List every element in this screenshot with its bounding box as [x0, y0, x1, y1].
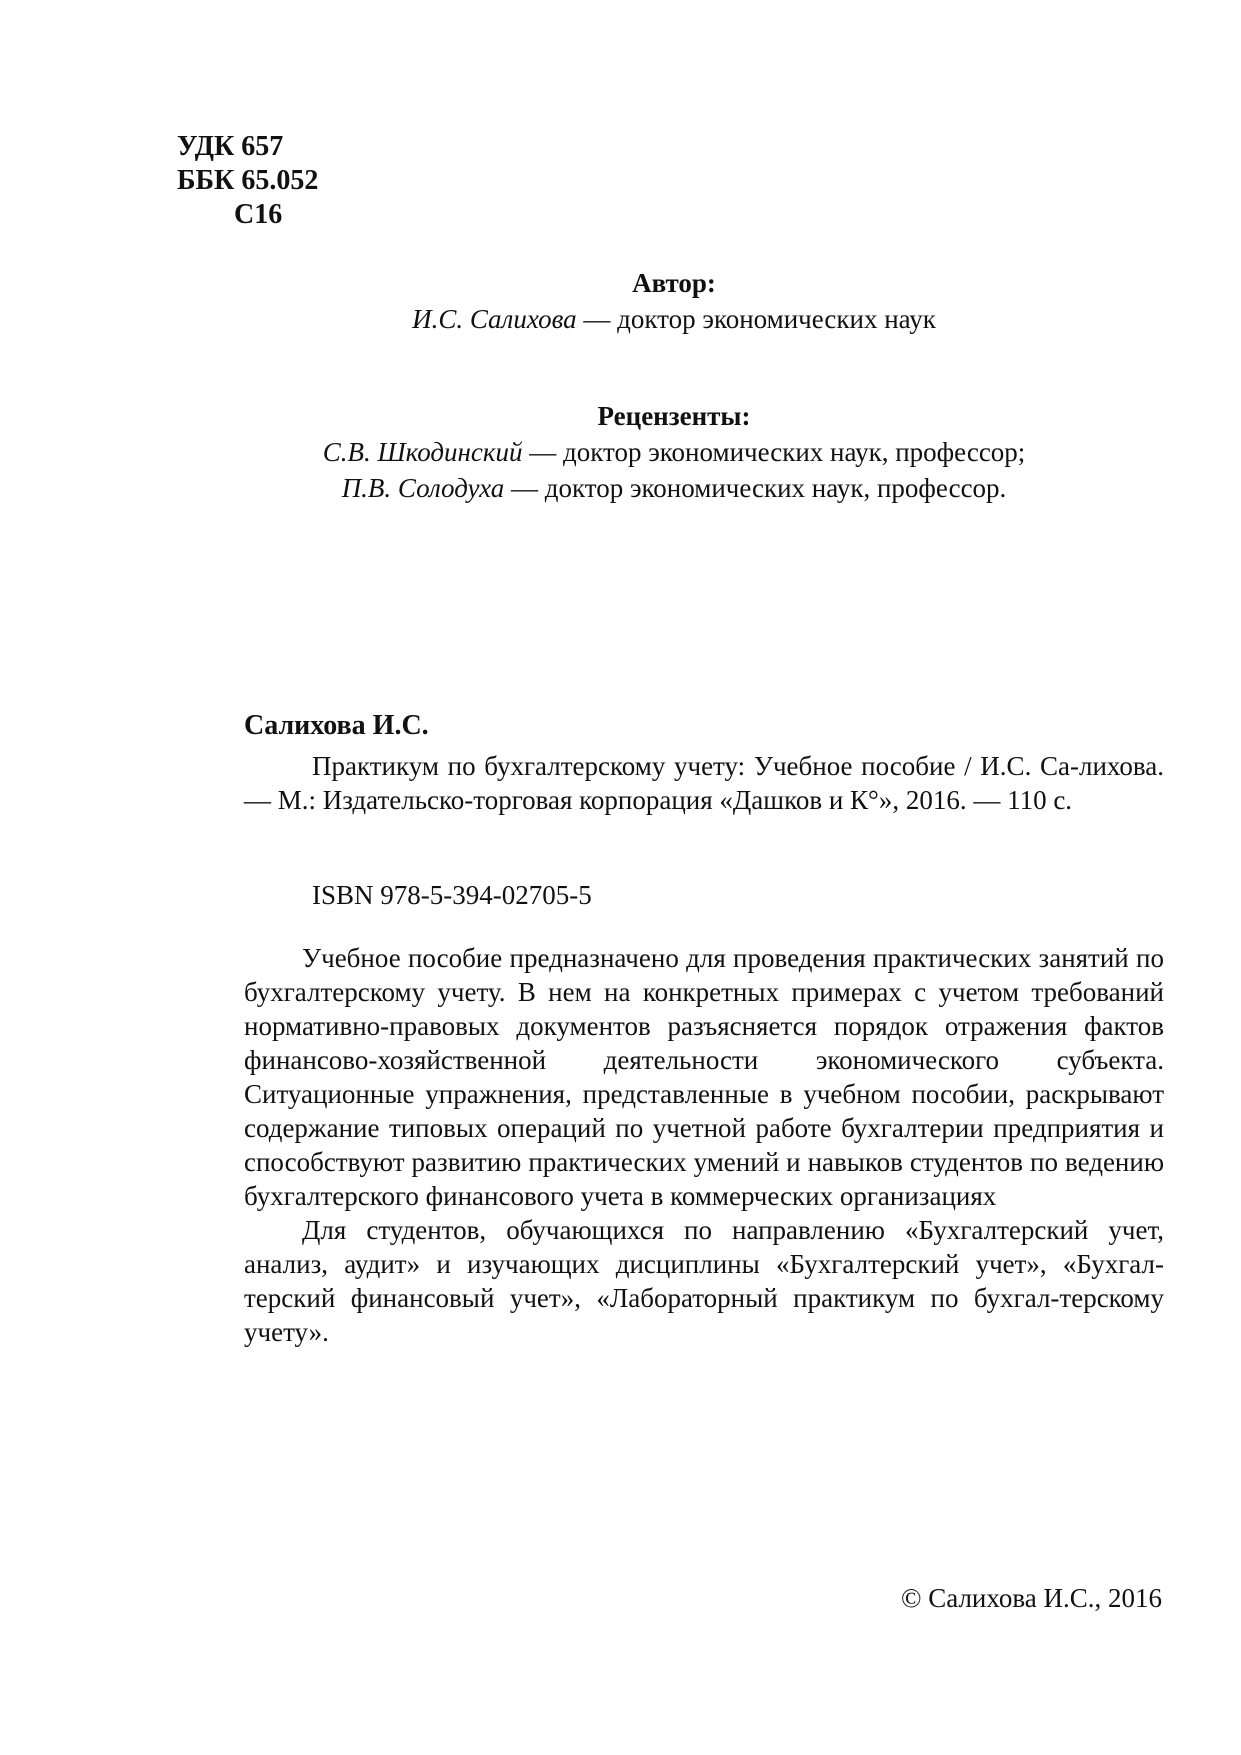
abstract-paragraph: Для студентов, обучающихся по направлению «Бухгалтерский учет, анализ, аудит» и изучающих дисциплины «Бухгалтерский учет», «Бухгал-терский финансовый учет», «Лабораторный практикум по бухгал-терскому учету». [244, 1215, 1164, 1347]
author-name: И.С. Салихова [412, 304, 577, 334]
reviewer-description: — доктор экономических наук, профессор; [522, 437, 1026, 467]
author-mark-code: С16 [234, 199, 283, 230]
classification-block [177, 130, 318, 232]
author-line [0, 301, 1241, 337]
book-author-heading: Салихова И.С. [244, 710, 429, 741]
author-section [0, 265, 1241, 337]
udk-code: УДК 657 [177, 131, 284, 162]
reviewers-heading: Рецензенты: [597, 401, 751, 431]
author-description: — доктор экономических наук [576, 304, 936, 334]
reviewer-line [0, 470, 1241, 506]
reviewer-name: С.В. Шкодинский [322, 437, 523, 467]
bibliographic-description: Практикум по бухгалтерскому учету: Учебное пособие / И.С. Са-лихова. — М.: Издательско-торговая корпорация «Дашков и К°», 2016. — 110 с. [244, 751, 1164, 815]
reviewer-line [0, 434, 1241, 470]
abstract-paragraph: Учебное пособие предназначено для проведения практических занятий по бухгалтерскому учету. В нем на конкретных примерах с учетом требований нормативно-правовых документов разъясняется порядок отражения фактов финансово-хозяйственной деятельности экономического субъекта. Ситуационные упражнения, представленные в учебном пособии, раскрывают содержание типовых операций по учетной работе бухгалтерии предприятия и способствуют развитию практических умений и навыков студентов по ведению бухгалтерского финансового учета в коммерческих организациях [244, 943, 1164, 1211]
bbk-code: ББК 65.052 [177, 165, 319, 196]
copyright-notice: © Салихова И.С., 2016 [900, 1583, 1162, 1613]
abstract [244, 941, 1164, 1349]
reviewer-name: П.В. Солодуха [341, 473, 505, 503]
author-heading: Автор: [632, 268, 716, 298]
reviewer-description: — доктор экономических наук, профессор. [504, 473, 1007, 503]
reviewers-section [0, 398, 1241, 506]
isbn: ISBN 978-5-394-02705-5 [312, 880, 592, 910]
